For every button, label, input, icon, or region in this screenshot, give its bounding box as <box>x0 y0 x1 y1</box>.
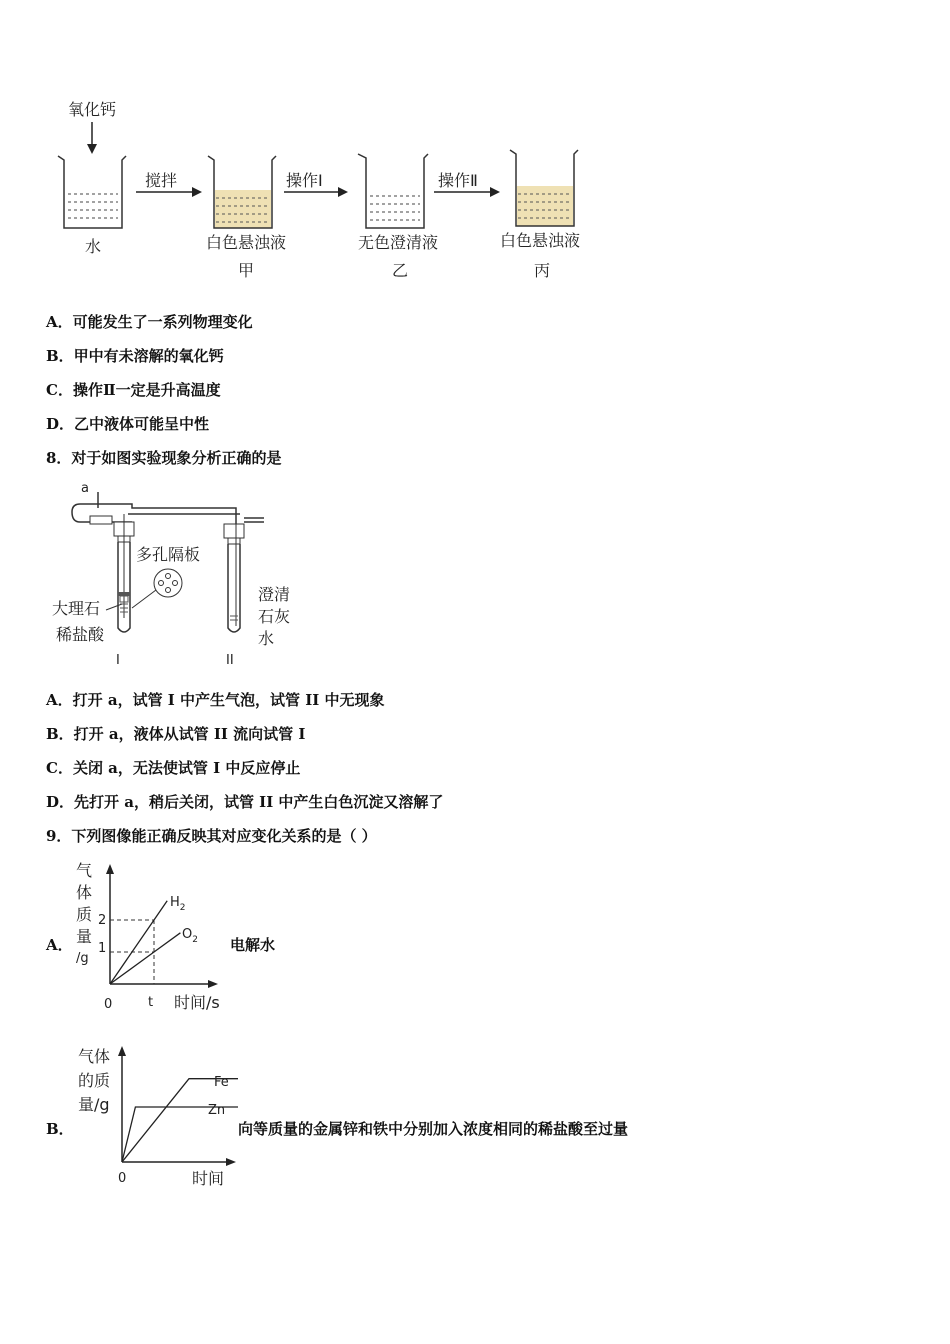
test-tube-1 <box>114 514 134 632</box>
chart-a-series-h2 <box>110 901 167 984</box>
chart-a-legend-h2: $H_2$ <box>170 895 186 913</box>
chart-a-xtick-t: t <box>148 995 154 1010</box>
beaker1-label: 水 <box>85 237 102 256</box>
q7-option-a[interactable]: A．可能发生了一系列物理变化 <box>46 313 253 331</box>
chart-b-ylabel-3: 量/g <box>78 1095 110 1114</box>
chart-b-xlabel: 时间 <box>192 1169 225 1188</box>
beaker-suspension-jia <box>208 156 276 228</box>
q7-option-c[interactable]: C．操作Ⅱ一定是升高温度 <box>46 381 221 399</box>
q9-option-b-letter[interactable]: B． <box>46 1120 74 1138</box>
chart-b-legend-fe: Fe <box>214 1075 229 1090</box>
q9-option-a-desc: 电解水 <box>230 936 276 954</box>
q9-option-a-letter[interactable]: A． <box>46 936 73 954</box>
chart-a-ytick-2: 2 <box>98 913 107 928</box>
reagent-label: 氧化钙 <box>68 100 117 119</box>
chart-b-series-fe <box>122 1079 238 1162</box>
q7-option-b[interactable]: B．甲中有未溶解的氧化钙 <box>46 347 224 365</box>
beaker2-label: 白色悬浊液 <box>206 233 287 252</box>
chart-a-legend-o2: $O_2$ <box>182 927 198 945</box>
beaker-water <box>58 156 126 228</box>
limewater-label-2: 石灰 <box>258 607 291 626</box>
beaker-suspension-bing <box>510 150 578 226</box>
q8-option-a[interactable]: A．打开 a，试管 I 中产生气泡，试管 II 中无现象 <box>46 691 385 709</box>
valve-label: a <box>81 481 89 496</box>
step3-label: 操作Ⅱ <box>438 171 478 190</box>
beaker2-name: 甲 <box>238 261 255 280</box>
chart-a-ylabel-1: 气 <box>76 861 93 880</box>
plate-label: 多孔隔板 <box>136 545 201 564</box>
chart-a-ytick-1: 1 <box>98 941 107 956</box>
chart-b-ylabel-2: 的质 <box>78 1071 111 1090</box>
chart-a-ylabel-2: 体 <box>76 883 93 902</box>
reagent-arrowhead <box>87 144 97 154</box>
q9-chart-a <box>70 858 230 1018</box>
beaker3-name: 乙 <box>392 261 409 280</box>
limewater-label-1: 澄清 <box>258 585 291 604</box>
q8-stem: 8．对于如图实验现象分析正确的是 <box>46 449 282 467</box>
chart-a-ylabel-5: /g <box>76 951 89 966</box>
chart-a-series-o2 <box>110 933 180 984</box>
q9-stem: 9．下列图像能正确反映其对应变化关系的是（ ） <box>46 827 377 845</box>
tube2-label: II <box>226 653 234 668</box>
beaker4-label: 白色悬浊液 <box>500 231 581 250</box>
chart-a-origin: 0 <box>104 997 113 1012</box>
beaker3-label: 无色澄清液 <box>358 233 439 252</box>
q7-option-d[interactable]: D．乙中液体可能呈中性 <box>46 415 210 433</box>
q8-option-b[interactable]: B．打开 a，液体从试管 II 流向试管 I <box>46 725 306 743</box>
step1-label: 搅拌 <box>145 171 178 190</box>
chart-a-ylabel-3: 质 <box>76 905 93 924</box>
beaker4-name: 丙 <box>534 261 551 280</box>
marble-label: 大理石 <box>52 599 101 618</box>
q9-chart-b <box>74 1040 238 1192</box>
acid-label: 稀盐酸 <box>56 625 105 644</box>
beaker-clear-yi <box>358 154 428 228</box>
chart-b-ylabel-1: 气体 <box>78 1047 111 1066</box>
chart-b-origin: 0 <box>118 1171 127 1186</box>
q8-option-d[interactable]: D．先打开 a，稍后关闭，试管 II 中产生白色沉淀又溶解了 <box>46 793 444 811</box>
q7-process-figure <box>40 92 620 292</box>
step2-label: 操作Ⅰ <box>286 171 323 190</box>
q8-option-c[interactable]: C．关闭 a，无法使试管 I 中反应停止 <box>46 759 301 777</box>
limewater-label-3: 水 <box>258 629 275 648</box>
chart-a-xlabel: 时间/s <box>174 993 220 1012</box>
chart-b-legend-zn: Zn <box>208 1103 226 1118</box>
tube1-label: I <box>116 653 120 668</box>
chart-a-ylabel-4: 量 <box>76 927 93 946</box>
q9-option-b-desc: 向等质量的金属锌和铁中分别加入浓度相同的稀盐酸至过量 <box>238 1120 629 1138</box>
q8-apparatus-figure <box>50 478 310 670</box>
